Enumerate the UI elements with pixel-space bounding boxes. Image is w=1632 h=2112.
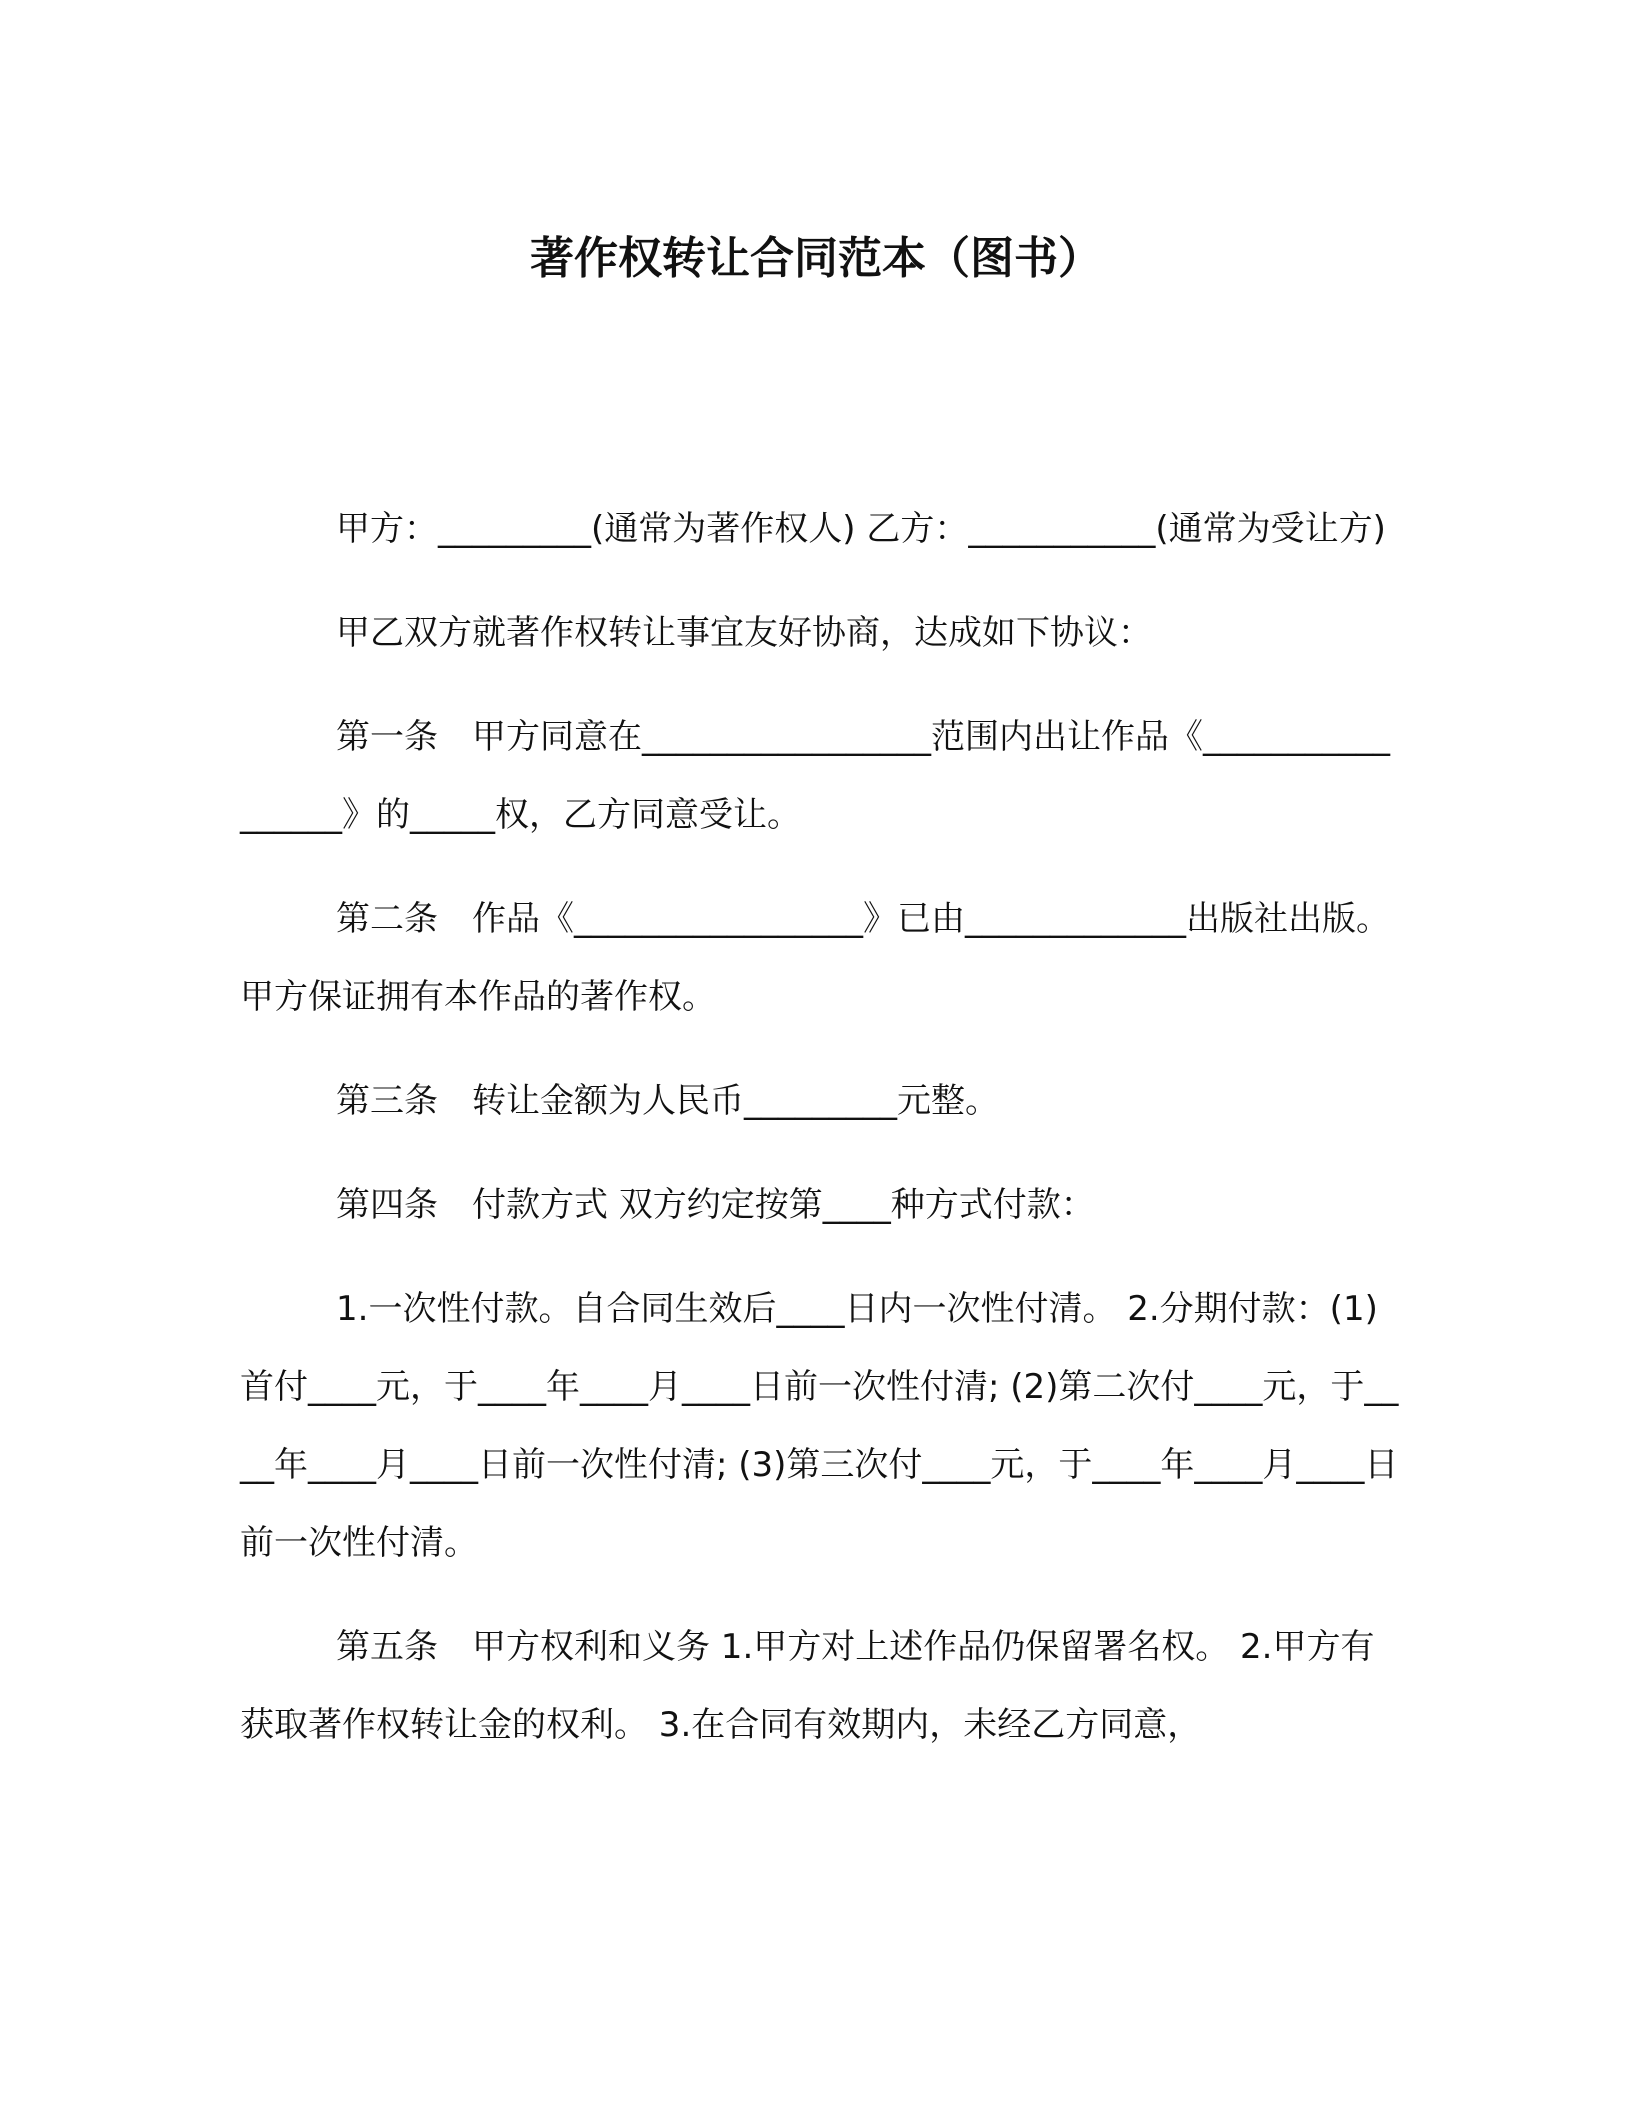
document-body: [240, 490, 1400, 1790]
document-title: 著作权转让合同范本（图书）: [530, 233, 1102, 284]
paragraph-preamble: 甲乙双方就著作权转让事宜友好协商，达成如下协议：: [336, 613, 1152, 653]
paragraph-article-3: 第三条 转让金额为人民币_________元整。: [336, 1081, 999, 1121]
paragraph-article-5: 第五条 甲方权利和义务 1.甲方对上述作品仍保留署名权。 2.甲方有获取著作权转让金的权利。 3.在合同有效期内，未经乙方同意，: [240, 1627, 1375, 1745]
paragraph-parties: 甲方：_________(通常为著作权人) 乙方：___________(通常为受让方): [336, 509, 1386, 549]
paragraph-article-4: 第四条 付款方式 双方约定按第____种方式付款：: [336, 1185, 1095, 1225]
paragraph-article-2: 第二条 作品《_________________》已由_____________出版社出版。甲方保证拥有本作品的著作权。: [240, 899, 1390, 1017]
paragraph-article-1: 第一条 甲方同意在_________________范围内出让作品《_________________》的_____权，乙方同意受让。: [240, 717, 1390, 835]
paragraph-payment-methods: 1.一次性付款。自合同生效后____日内一次性付清。 2.分期付款：(1)首付____元，于____年____月____日前一次性付清; (2)第二次付____元，于____年____月____日前一次性付清; (3)第三次付____元，于____年____月____日前一次性付清。: [240, 1289, 1399, 1563]
